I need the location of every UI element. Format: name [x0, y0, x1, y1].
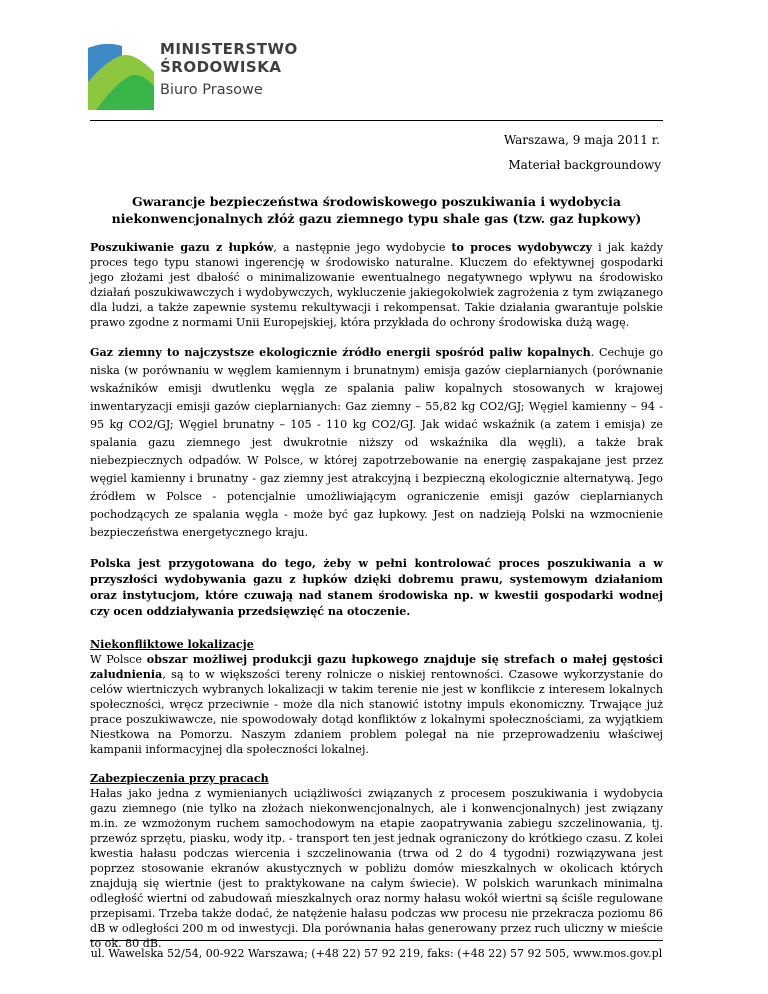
logo-line1: MINISTERSTWO: [160, 40, 298, 58]
paragraph-poland-prepared: Polska jest przygotowana do tego, żeby w pełni kontrolować proces poszukiwania a w przyszłości wydobywania gazu z łupków dzięki dobremu prawu, systemowym działaniom oraz instytucjom, które czuwają nad stanem środowiska np. w kwestii gospodarki wodnej czy ocen oddziaływania przedsięwzięć na otoczenie.: [90, 557, 663, 618]
text: i jak każdy proces tego typu stanowi ingerencję w środowisko naturalne. Kluczem do efektywnej gospodarki jego złożami jest dbałość o minimalizowanie ewentualnego negatywnego wpływu na środowisko działań poszukiwawczych i wydobywczych, wykluczenie jakiegokolwiek zagrożenia z tym związanego dla ludzi, a także zapewnie systemu rekultywacji i rekompensat. Takie działania gwarantuje polskie prawo zgodne z normami Unii Europejskiej, która przykłada do ochrony środowiska dużą wagę.: [90, 241, 663, 329]
footer-contact: ul. Wawelska 52/54, 00-922 Warszawa; (+48 22) 57 92 219, faks: (+48 22) 57 92 505, www.mos.gov.pl: [90, 947, 663, 960]
section-heading-locations: Niekonfliktowe lokalizacje: [90, 638, 254, 651]
paragraph-intro: [90, 240, 663, 330]
text-bold: Gaz ziemny to najczystsze ekologicznie źródło energii spośród paliw kopalnych: [90, 346, 591, 359]
text-bold: Poszukiwanie gazu z łupków: [90, 241, 274, 254]
ministry-logo-mark: [88, 38, 154, 110]
text: Hałas jako jedna z wymienianych uciążliwości związanych z procesem poszukiwania i wydobycia gazu ziemnego (nie tylko na złożach niekonwencjonalnych, ale i konwencjonalnych) jest związany m.in. ze wzmożonym ruchem samochodowym na etapie zaopatrywania zabiegu szczelinowania, tj. przewóz sprzętu, piasku, wody itp. - transport ten jest jednak ograniczony do krótkiego czasu. Z kolei kwestia hałasu podczas wiercenia i szczelinowania (trwa od 2 do 4 tygodni) rozwiązywana jest poprzez stosowanie ekranów akustycznych w pobliżu domów mieszkalnych w okolicach których znajdują się wiertnie (jest to praktykowane na całym świecie). W polskich warunkach minimalna odległość wiertni od zabudowań mieszkalnych oraz normy hałasu wokół wiertni są ściśle regulowane przepisami. Trzeba także dodać, że natężenie hałasu podczas ww procesu nie przekracza poziomu 86 dB w odległości 200 m od inwestycji. Dla porównania hałas generowany przez ruch uliczny w mieście to ok. 80 dB.: [90, 787, 663, 950]
document-body: [90, 240, 663, 965]
text: . Cechuje go niska (w porównaniu w węglem kamiennym i brunatnym) emisja gazów cieplarnianych (porównanie wskaźników emisji dwutlenku węgla ze spalania paliw kopalnych stosowanych w krajowej inwentaryzacji emisji gazów cieplarnianych: Gaz ziemny – 55,82 kg CO2/GJ; Węgiel kamienny – 94 - 95 kg CO2/GJ; Węgiel brunatny – 105 - 110 kg CO2/GJ. Jak widać wskaźnik (a zatem i emisja) ze spalania gazu ziemnego jest dwukrotnie niższy od wskaźnika dla węgli), a także brak niebezpiecznych odpadów. W Polsce, w której zapotrzebowanie na energię zaspakajane jest przez węgiel kamienny i brunatny - gaz ziemny jest atrakcyjną i bezpieczną ekologicznie alternatywą. Jego źródłem w Polsce - potencjalnie umożliwiającym ograniczenie emisji gazów cieplarnianych pochodzących ze spalania węgla - może być gaz łupkowy. Jest on nadzieją Polski na wzmocnienie bezpieczeństwa energetycznego kraju.: [90, 346, 664, 539]
section-safeguards: [90, 771, 663, 951]
paragraph-natural-gas: [90, 344, 663, 542]
ministry-logo: [88, 38, 298, 118]
document-title: Gwarancje bezpieczeństwa środowiskowego poszukiwania i wydobycia niekonwencjonalnych złóż gazu ziemnego typu shale gas (tzw. gaz łupkowy): [111, 194, 642, 226]
text-bold: obszar możliwej produkcji gazu łupkowego znajduje się strefach o małej gęstości zaludnienia: [90, 653, 664, 681]
section-heading-safeguards: Zabezpieczenia przy pracach: [90, 772, 269, 785]
text: , są to w większości tereny rolnicze o niskiej rentowności. Czasowe wykorzystanie do celów wiertniczych wybranych lokalizacji w takim terenie nie jest w konflikcie z interesem lokalnych społeczności, wręcz przeciwnie - może dla nich stanowić istotny impuls ekonomiczny. Trwające już prace poszukiwawcze, nie spowodowały dotąd konfliktów z lokalnymi społecznościami, za wyjątkiem Niestkowa na Pomorzu. Naszym zdaniem problem polegał na nie przeprowadzeniu właściwej kampanii informacyjnej dla społeczności lokalnej.: [90, 668, 663, 756]
footer-divider: [90, 940, 663, 941]
document-date: Warszawa, 9 maja 2011 r.: [503, 133, 660, 147]
text-bold: to proces wydobywczy: [451, 241, 593, 254]
text: W Polsce: [90, 653, 147, 666]
logo-line3: Biuro Prasowe: [160, 82, 263, 98]
text: , a następnie jego wydobycie: [273, 241, 452, 254]
logo-line2: ŚRODOWISKA: [160, 58, 282, 76]
header-divider: [90, 120, 663, 121]
logo-text: [160, 40, 298, 102]
section-locations: [90, 637, 663, 757]
document-kind: Materiał backgroundowy: [508, 158, 661, 172]
